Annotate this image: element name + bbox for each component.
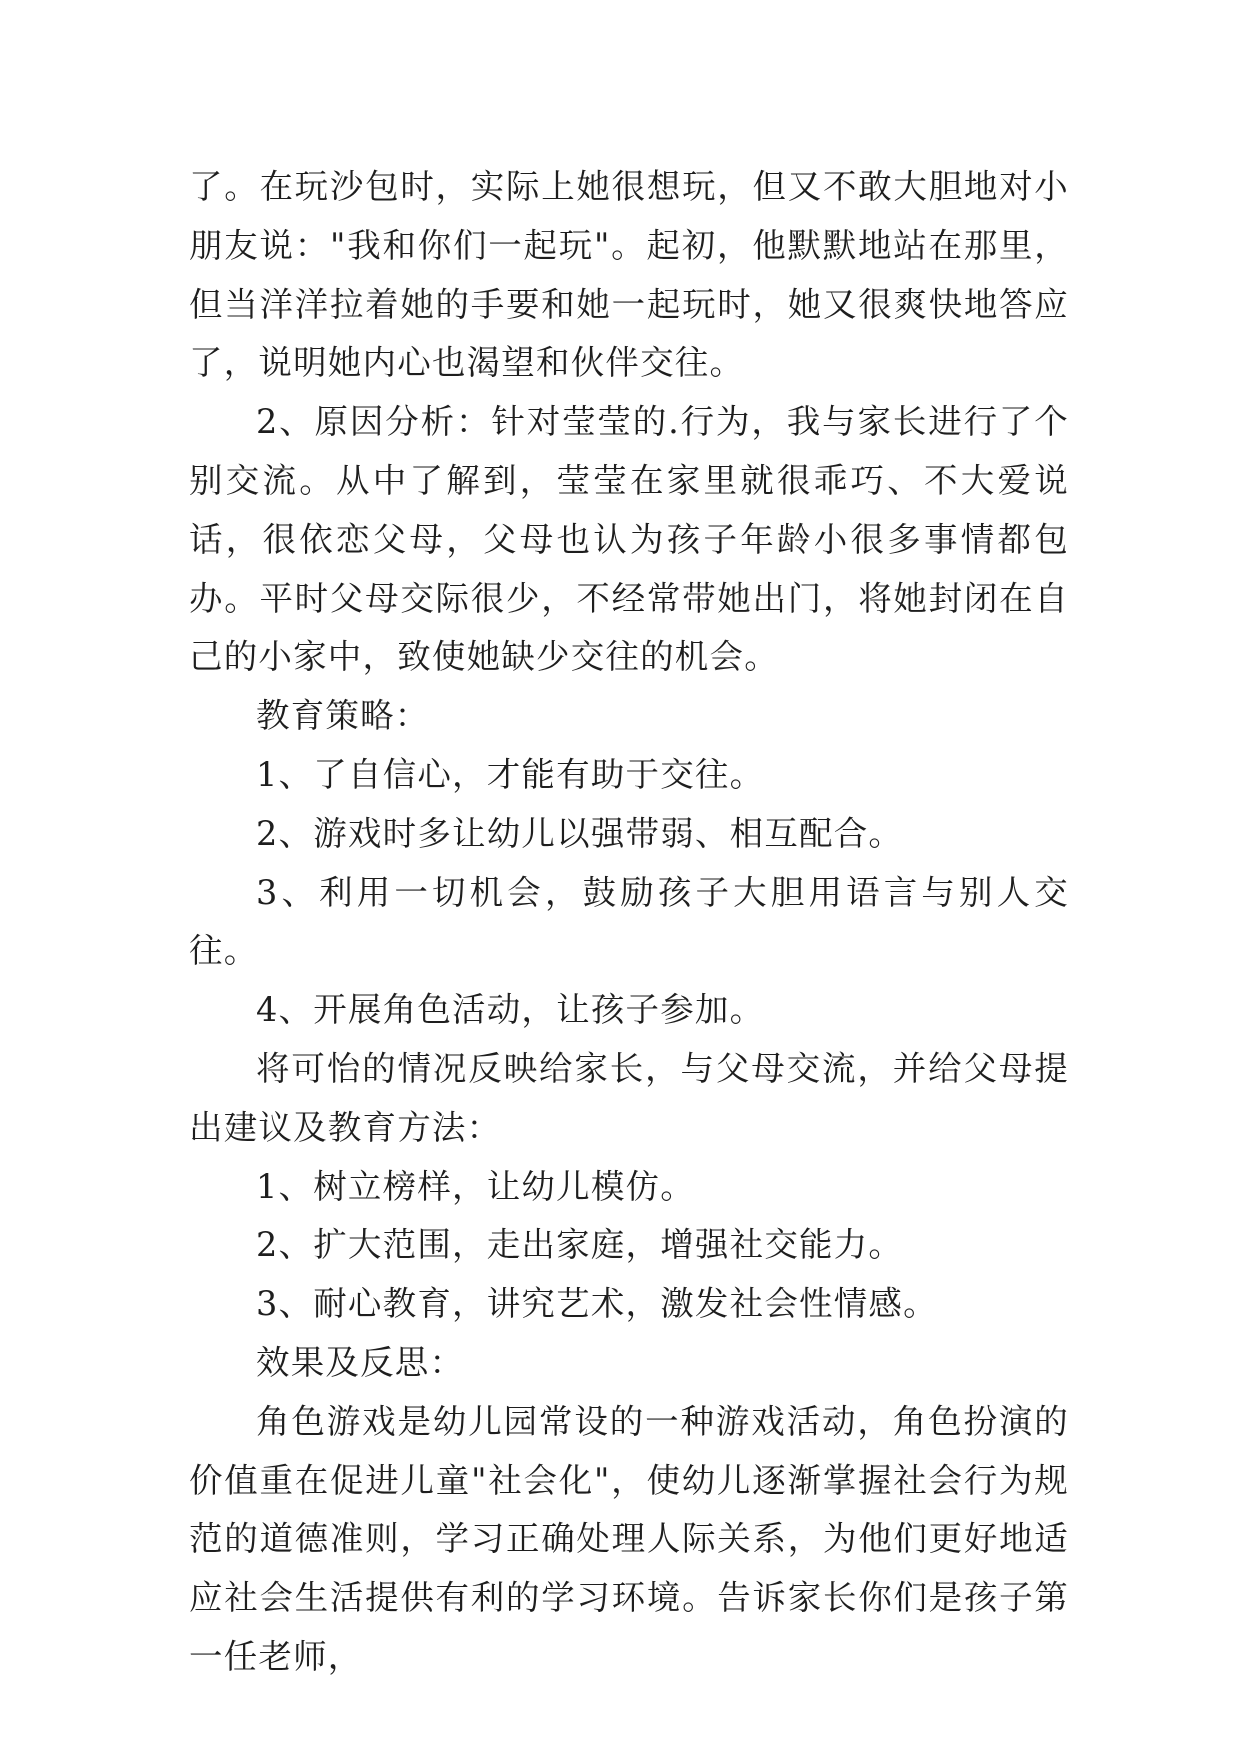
paragraph-1: 了。在玩沙包时，实际上她很想玩，但又不敢大胆地对小朋友说："我和你们一起玩"。起初，他默默地站在那里，但当洋洋拉着她的手要和她一起玩时，她又很爽快地答应了，说明她内心也渴望和伙伴交往。 (189, 167, 1069, 383)
paragraph-5: 2、游戏时多让幼儿以强带弱、相互配合。 (256, 813, 904, 853)
paragraph-2: 2、原因分析：针对莹莹的.行为，我与家长进行了个别交流。从中了解到，莹莹在家里就很乖巧、不大爱说话，很依恋父母，父母也认为孩子年龄小很多事情都包办。平时父母交际很少，不经常带她出门，将她封闭在自己的小家中，致使她缺少交往的机会。 (189, 402, 1069, 677)
paragraph-12: 效果及反思： (256, 1342, 465, 1382)
paragraph-10: 2、扩大范围，走出家庭，增强社交能力。 (256, 1225, 904, 1265)
paragraph-7: 4、开展角色活动，让孩子参加。 (256, 990, 765, 1030)
paragraph-8: 将可怡的情况反映给家长，与父母交流，并给父母提出建议及教育方法： (189, 1048, 1069, 1147)
paragraph-4: 1、了自信心，才能有助于交往。 (256, 754, 765, 794)
paragraph-13: 角色游戏是幼儿园常设的一种游戏活动，角色扮演的价值重在促进儿童"社会化"，使幼儿逐渐掌握社会行为规范的道德准则，学习正确处理人际关系，为他们更好地适应社会生活提供有利的学习环境。告诉家长你们是孩子第一任老师， (189, 1401, 1069, 1676)
paragraph-9: 1、树立榜样，让幼儿模仿。 (256, 1166, 695, 1206)
paragraph-6: 3、利用一切机会，鼓励孩子大胆用语言与别人交往。 (189, 872, 1069, 971)
paragraph-3: 教育策略： (256, 696, 430, 736)
body-text (189, 158, 1069, 1687)
paragraph-11: 3、耐心教育，讲究艺术，激发社会性情感。 (256, 1284, 938, 1324)
